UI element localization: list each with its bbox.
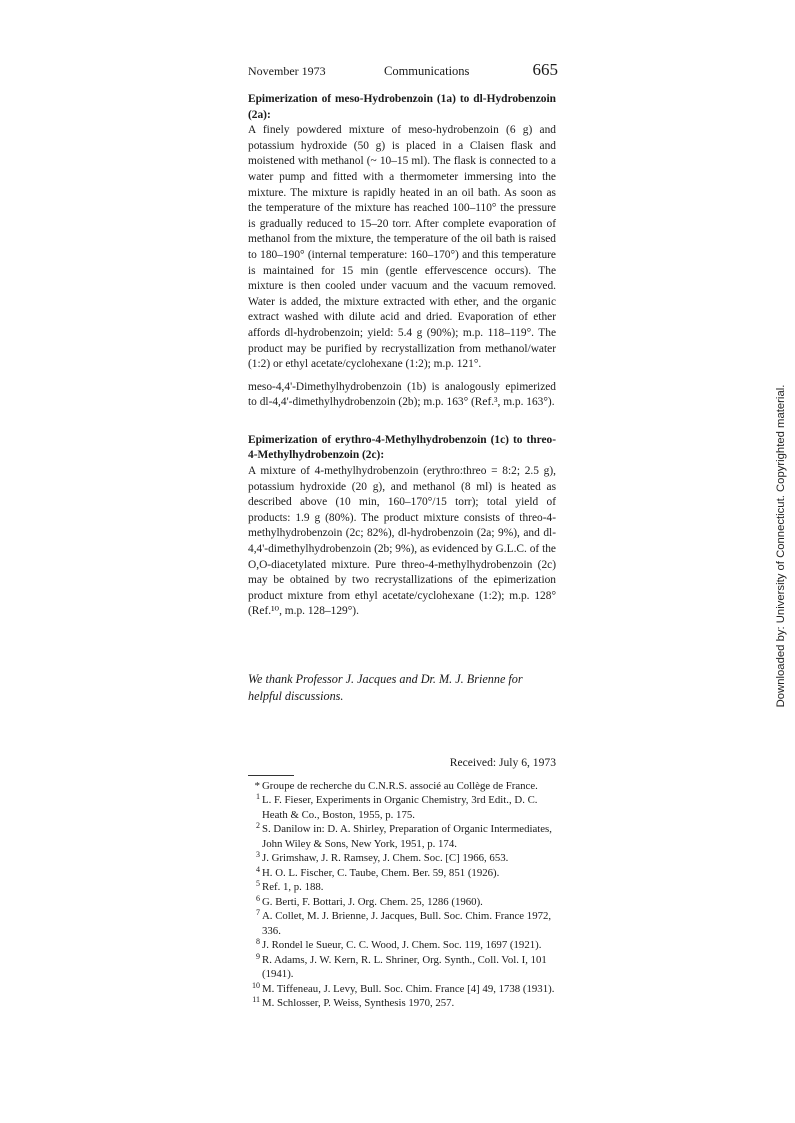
footnote-item: 3 J. Grimshaw, J. R. Ramsey, J. Chem. Soc. [C] 1966, 653. (256, 850, 509, 865)
footnote-divider (248, 775, 294, 776)
section-body-epimerization-1a: A finely powdered mixture of meso-hydrobenzoin (6 g) and potassium hydroxide (50 g) is placed in a Claisen flask and moistened with methanol (~ 10–15 ml). The flask is connected to a water pump and fitted with a thermometer immersing into the mixture. The mixture is rapidly heated in an oil bath. As soon as the temperature of the mixture has reached 100–110° the pressure is gradually reduced to 15–20 torr. After complete evaporation of methanol from the mixture, the temperature of the oil bath is raised to 180–190° (internal temperature: 160–170°) and this temperature is maintained for 15 min (gentle effervescence occurs). The mixture is then cooled under vacuum and the vacuum removed. Water is added, the mixture extracted with ether, and the organic extract washed with dilute acid and dried. Evaporation of ether affords dl-hydrobenzoin; yield: 5.4 g (90%); m.p. 118–119°. The product may be purified by recrystallization from methanol/water (1:2) or ethyl acetate/cyclohexane (1:2); m.p. 121°. (248, 124, 556, 371)
footnote-item: 10 M. Tiffeneau, J. Levy, Bull. Soc. Chim. France [4] 49, 1738 (1931). (252, 980, 555, 995)
footnote-item: 2 S. Danilow in: D. A. Shirley, Preparation of Organic Intermediates, John Wiley & Sons, New York, 1951, p. 174. (256, 821, 552, 850)
footnote-item: * Groupe de recherche du C.N.R.S. associé au Collège de France. (254, 779, 538, 792)
page-number: 665 (532, 60, 558, 79)
section-title-epimerization-1c: Epimerization of erythro-4-Methylhydrobenzoin (1c) to threo-4-Methylhydrobenzoin (2c): (248, 433, 556, 462)
download-notice (773, 356, 789, 736)
footnote-item: 7 A. Collet, M. J. Brienne, J. Jacques, Bull. Soc. Chim. France 1972, 336. (256, 908, 552, 937)
footnote-item: 6 G. Berti, F. Bottari, J. Org. Chem. 25, 1286 (1960). (256, 893, 483, 908)
footnote-item: 1 L. F. Fieser, Experiments in Organic Chemistry, 3rd Edit., D. C. Heath & Co., Boston, 1955, p. 175. (256, 792, 538, 821)
paragraph-dimethylhydrobenzoin: meso-4,4'-Dimethylhydrobenzoin (1b) is analogously epimerized to dl-4,4'-dimethylhydrobenzoin (2b); m.p. 163° (Ref.³, m.p. 163°). (248, 380, 556, 409)
footnote-item: 11 M. Schlosser, P. Weiss, Synthesis 1970, 257. (252, 995, 455, 1010)
section-title-epimerization-1a: Epimerization of meso-Hydrobenzoin (1a) to dl-Hydrobenzoin (2a): (248, 93, 556, 121)
footnotes-list (248, 779, 556, 1011)
download-notice-text: Downloaded by: University of Connecticut. Copyrighted material. (775, 384, 787, 708)
issue-date: November 1973 (248, 64, 326, 78)
footnote-item: 9 R. Adams, J. W. Kern, R. L. Shriner, Org. Synth., Coll. Vol. I, 101 (1941). (256, 951, 547, 981)
footnote-item: 8 J. Rondel le Sueur, C. C. Wood, J. Chem. Soc. 119, 1697 (1921). (256, 937, 542, 952)
page-header (248, 60, 558, 80)
article-column (248, 92, 556, 1011)
footnote-item: 4 H. O. L. Fischer, C. Taube, Chem. Ber. 59, 851 (1926). (256, 864, 500, 879)
received-date: Received: July 6, 1973 (449, 756, 556, 769)
footnote-item: 5 Ref. 1, p. 188. (256, 879, 324, 894)
section-body-epimerization-1c: A mixture of 4-methylhydrobenzoin (erythro:threo = 8:2; 2.5 g), potassium hydroxide (20 g), and methanol (8 ml) is heated as described above (10 min, 160–170°/15 torr); total yield of products: 1.9 g (80%). The product mixture consists of threo-4-methylhydrobenzoin (2c; 82%), dl-hydrobenzoin (2a; 9%), and dl-4,4'-dimethylhydrobenzoin (2b; 9%), as evidenced by G.L.C. of the O,O-diacetylated mixture. Pure threo-4-methylhydrobenzoin (2c) may be obtained by two recrystallizations of the epimerization product mixture from ethyl acetate/cyclohexane (1:2); m.p. 128° (Ref.¹⁰, m.p. 128–129°). (248, 465, 556, 618)
acknowledgement: We thank Professor J. Jacques and Dr. M. J. Brienne for helpful discussions. (248, 672, 523, 703)
journal-section: Communications (384, 64, 470, 78)
